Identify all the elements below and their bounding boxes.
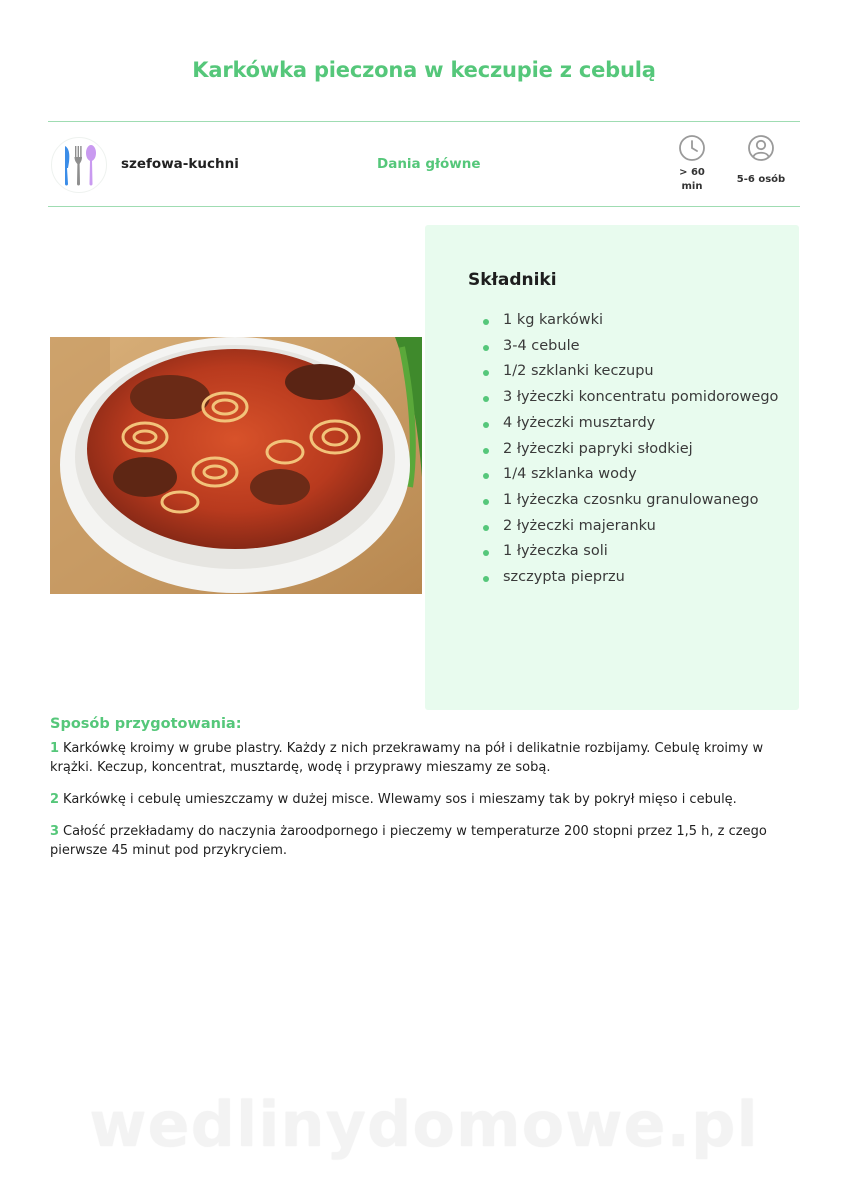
method-title: Sposób przygotowania: bbox=[50, 716, 242, 732]
recipe-photo bbox=[50, 337, 422, 594]
recipe-title: Karkówka pieczona w keczupie z cebulą bbox=[192, 58, 656, 82]
step-number: 3 bbox=[50, 824, 60, 839]
method-step bbox=[50, 790, 802, 809]
clock-icon bbox=[678, 134, 706, 162]
ingredient-item: 2 łyżeczki papryki słodkiej bbox=[503, 437, 793, 463]
header-bottom-divider bbox=[48, 206, 800, 207]
method-step bbox=[50, 739, 802, 777]
ingredient-item: 3 łyżeczki koncentratu pomidorowego bbox=[503, 385, 793, 411]
ingredient-item: 1 kg karkówki bbox=[503, 308, 793, 334]
method-step bbox=[50, 822, 802, 860]
ingredients-list bbox=[503, 308, 793, 591]
ingredient-item: 1 łyżeczka czosnku granulowanego bbox=[503, 488, 793, 514]
author-logo[interactable] bbox=[51, 137, 107, 193]
step-text: Całość przekładamy do naczynia żaroodpornego i pieczemy w temperaturze 200 stopni przez 1,5 h, z czego pierwsze 45 minut pod przykryciem. bbox=[50, 824, 767, 858]
prep-time-value: > 60 bbox=[679, 167, 705, 178]
header-top-divider bbox=[48, 121, 800, 122]
watermark: wedlinydomowe.pl bbox=[89, 1088, 759, 1161]
prep-time-unit: min bbox=[681, 181, 703, 192]
servings: 5-6 osób bbox=[736, 174, 786, 185]
step-number: 1 bbox=[50, 741, 60, 756]
fork-knife-spoon-icon bbox=[52, 138, 106, 192]
ingredient-item: 4 łyżeczki musztardy bbox=[503, 411, 793, 437]
user-icon bbox=[747, 134, 775, 162]
ingredient-item: 2 łyżeczki majeranku bbox=[503, 514, 793, 540]
step-text: Karkówkę i cebulę umieszczamy w dużej misce. Wlewamy sos i mieszamy tak by pokrył mięso i cebulę. bbox=[63, 792, 737, 807]
step-text: Karkówkę kroimy w grube plastry. Każdy z nich przekrawamy na pół i delikatnie rozbijamy. Cebulę kroimy w krążki. Keczup, koncentrat, musztardę, wodę i przyprawy mieszamy ze sobą. bbox=[50, 741, 764, 775]
ingredient-item: 1/2 szklanki keczupu bbox=[503, 359, 793, 385]
ingredient-item: 1 łyżeczka soli bbox=[503, 539, 793, 565]
method-steps bbox=[50, 739, 802, 873]
recipe-category[interactable]: Dania główne bbox=[377, 156, 481, 172]
ingredients-title: Składniki bbox=[468, 270, 557, 290]
author-name[interactable]: szefowa-kuchni bbox=[121, 156, 239, 172]
ingredient-item: 3-4 cebule bbox=[503, 334, 793, 360]
ingredient-item: szczypta pieprzu bbox=[503, 565, 793, 591]
ingredient-item: 1/4 szklanka wody bbox=[503, 462, 793, 488]
prep-time bbox=[662, 166, 722, 194]
ingredients-panel bbox=[425, 225, 799, 710]
step-number: 2 bbox=[50, 792, 60, 807]
